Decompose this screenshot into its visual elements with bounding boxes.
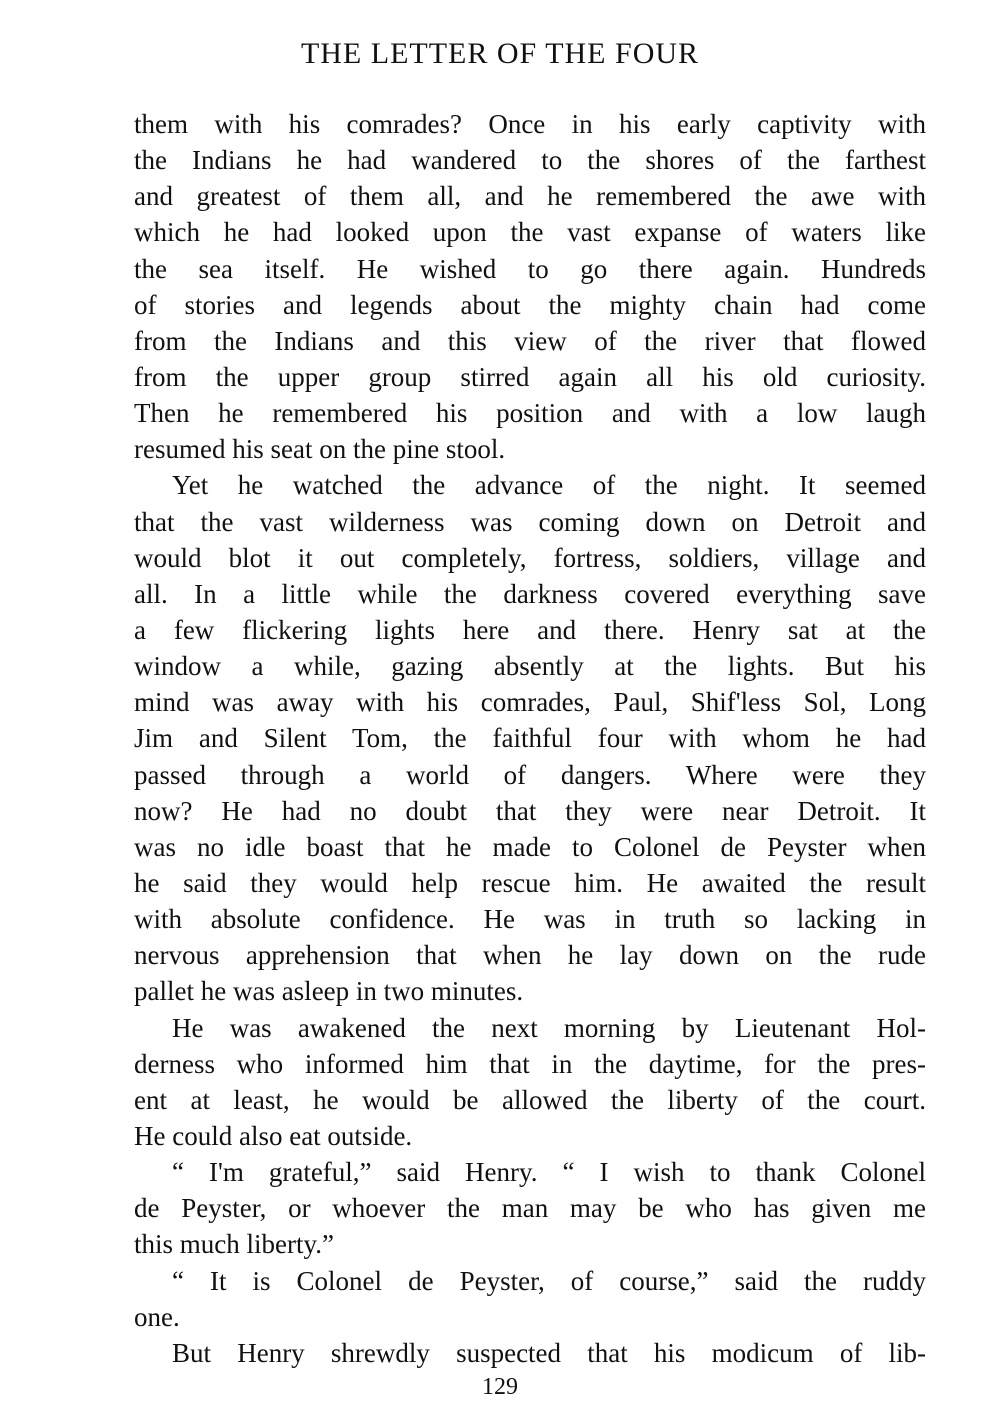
text-line: derness who informed him that in the daytime, for the pres- xyxy=(134,1048,926,1079)
text-line: was no idle boast that he made to Colonel de Peyster when xyxy=(134,831,926,862)
text-line: de Peyster, or whoever the man may be who has given me xyxy=(134,1193,926,1224)
running-head: THE LETTER OF THE FOUR xyxy=(300,37,700,70)
text-line: and greatest of them all, and he remembered the awe with xyxy=(134,181,926,212)
text-line: He could also eat outside. xyxy=(134,1120,413,1151)
text-line: would blot it out completely, fortress, soldiers, village and xyxy=(134,542,926,573)
text-line: them with his comrades? Once in his early captivity with xyxy=(134,109,926,139)
text-line: He was awakened the next morning by Lieutenant Hol- xyxy=(172,1012,926,1043)
text-line: from the upper group stirred again all his old curiosity. xyxy=(134,361,926,392)
text-line: passed through a world of dangers. Where were they xyxy=(134,759,926,790)
text-line: “ I'm grateful,” said Henry. “ I wish to thank Colonel xyxy=(172,1157,926,1188)
text-line: the Indians he had wandered to the shores of the farthest xyxy=(134,145,926,176)
text-line: a few flickering lights here and there. Henry sat at the xyxy=(134,614,926,645)
text-line: mind was away with his comrades, Paul, Shif'less Sol, Long xyxy=(134,687,926,718)
text-line: which he had looked upon the vast expanse of waters like xyxy=(134,217,926,248)
text-line: now? He had no doubt that they were near Detroit. It xyxy=(134,795,926,826)
text-line: pallet he was asleep in two minutes. xyxy=(134,976,524,1007)
text-line: he said they would help rescue him. He awaited the result xyxy=(134,867,926,898)
text-line: from the Indians and this view of the river that flowed xyxy=(134,325,926,356)
text-line: of stories and legends about the mighty chain had come xyxy=(134,289,926,320)
text-line: But Henry shrewdly suspected that his modicum of lib- xyxy=(172,1337,926,1368)
text-line: “ It is Colonel de Peyster, of course,” said the ruddy xyxy=(172,1265,926,1296)
text-line: Jim and Silent Tom, the faithful four with whom he had xyxy=(134,723,926,754)
text-line: nervous apprehension that when he lay down on the rude xyxy=(134,940,926,971)
text-line: one. xyxy=(134,1301,180,1332)
text-line: all. In a little while the darkness covered everything save xyxy=(134,578,926,609)
text-line: ent at least, he would be allowed the liberty of the court. xyxy=(134,1084,926,1115)
text-line: Then he remembered his position and with a low laugh xyxy=(134,398,926,429)
page-number: 129 xyxy=(482,1374,518,1400)
body-text xyxy=(134,106,926,1371)
text-line: window a while, gazing absently at the lights. But his xyxy=(134,651,926,682)
text-line: resumed his seat on the pine stool. xyxy=(134,434,506,465)
text-line: this much liberty.” xyxy=(134,1229,334,1260)
text-line: the sea itself. He wished to go there again. Hundreds xyxy=(134,253,926,284)
text-line: Yet he watched the advance of the night. It seemed xyxy=(172,470,926,501)
text-line: with absolute confidence. He was in truth so lacking in xyxy=(134,904,926,935)
text-line: that the vast wilderness was coming down on Detroit and xyxy=(134,506,926,537)
